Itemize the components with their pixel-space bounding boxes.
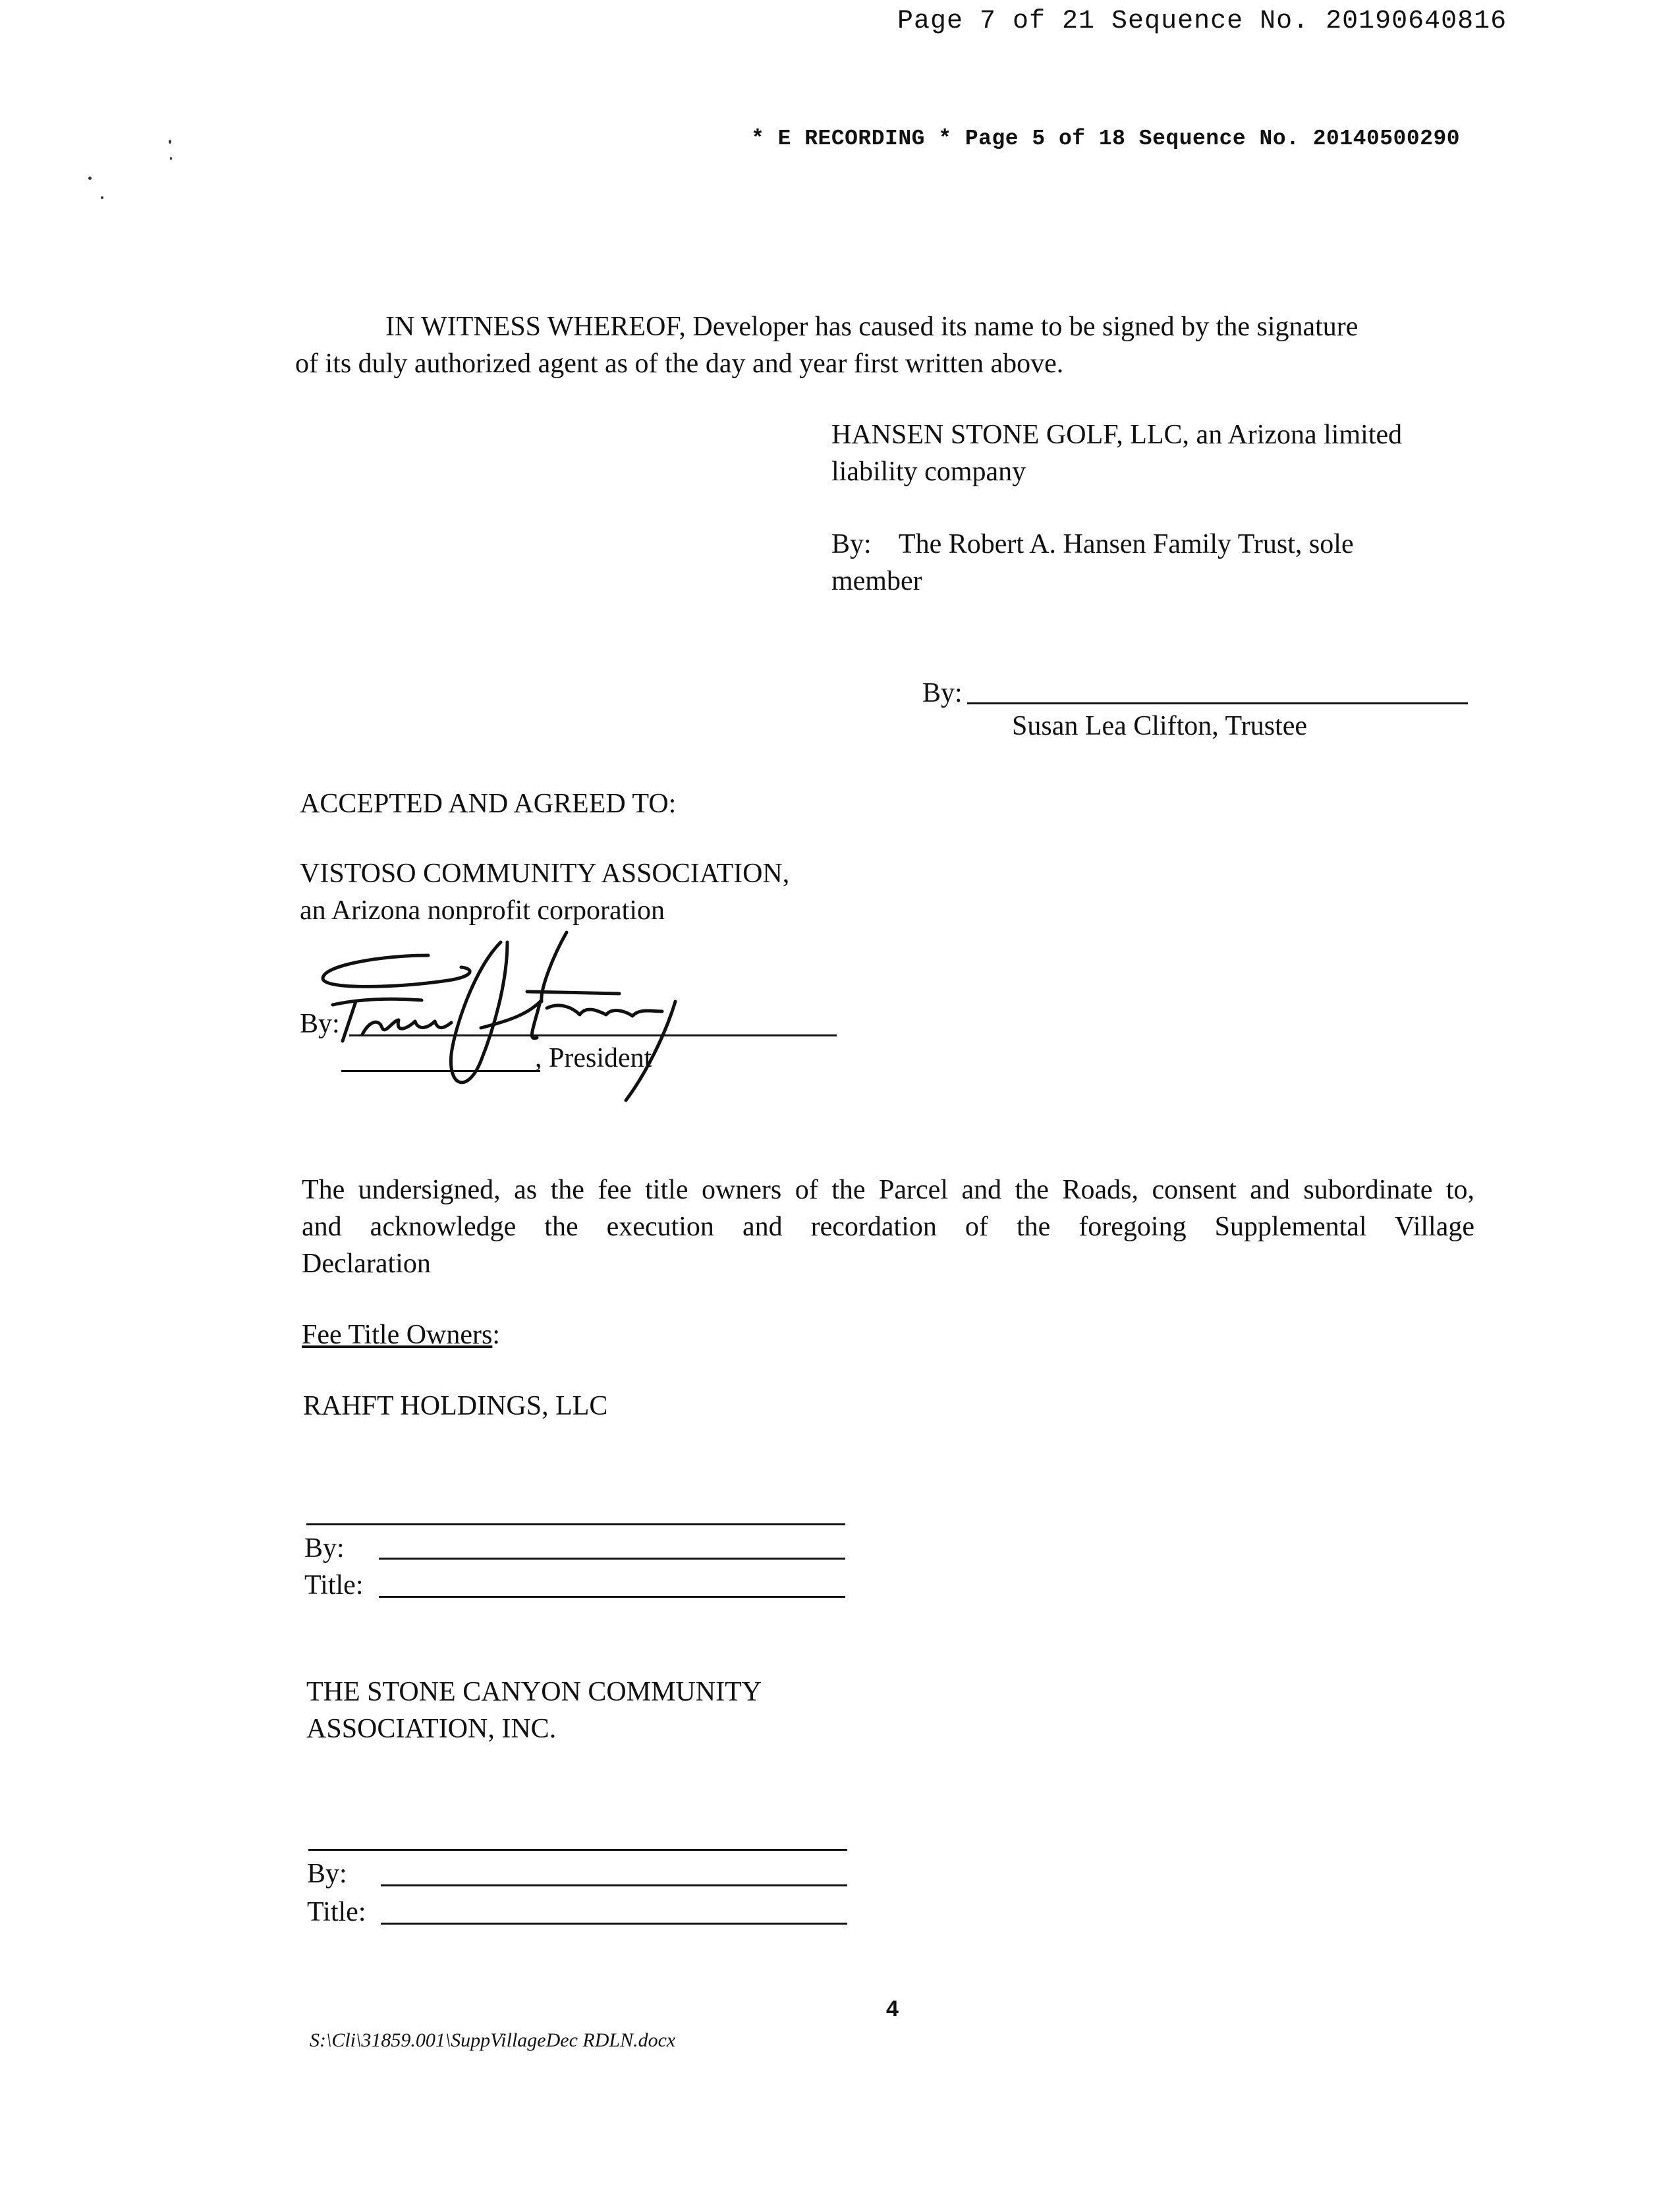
owner1-signature-line <box>306 1523 845 1525</box>
recording-sequence-header: Page 7 of 21 Sequence No. 20190640816 <box>897 7 1507 36</box>
consent-paragraph-line2: and acknowledge the execution and recordation of the foregoing Supplemental Village <box>302 1212 1474 1242</box>
developer-by-line1: By: The Robert A. Hansen Family Trust, sole <box>831 529 1354 559</box>
scan-speck <box>169 140 171 144</box>
fee-title-owners-heading <box>302 1316 500 1353</box>
owner2-signature-line <box>308 1849 847 1851</box>
witness-clause-line1: IN WITNESS WHEREOF, Developer has caused its name to be signed by the signature <box>385 312 1358 342</box>
owner2-name-line1: THE STONE CANYON COMMUNITY <box>306 1677 762 1707</box>
consent-paragraph-line1: The undersigned, as the fee title owners of the Parcel and the Roads, consent and subordinate to, <box>302 1175 1474 1205</box>
association-name-line2: an Arizona nonprofit corporation <box>300 895 665 926</box>
owner1-by-label: By: <box>304 1533 345 1564</box>
developer-by-line2: member <box>831 566 922 596</box>
owner2-by-label: By: <box>307 1859 347 1889</box>
scan-speck <box>88 177 92 180</box>
owner1-name: RAHFT HOLDINGS, LLC <box>303 1391 608 1421</box>
consent-paragraph-line3: Declaration <box>302 1249 431 1279</box>
owner2-title-line <box>381 1923 847 1925</box>
association-title: , President <box>535 1043 652 1073</box>
association-name-line1: VISTOSO COMMUNITY ASSOCIATION, <box>300 859 790 889</box>
file-path-footer: S:\Cli\31859.001\SuppVillageDec RDLN.docx <box>310 2029 676 2051</box>
owner1-by-line <box>379 1558 845 1560</box>
owner2-title-label: Title: <box>307 1897 366 1927</box>
developer-name-line1: HANSEN STONE GOLF, LLC, an Arizona limited <box>831 420 1403 450</box>
handwritten-signature <box>310 929 718 1120</box>
owner2-name-line2: ASSOCIATION, INC. <box>306 1714 557 1744</box>
developer-name-line2: liability company <box>831 457 1026 487</box>
owner1-title-label: Title: <box>304 1570 364 1600</box>
owner2-by-line <box>381 1884 847 1886</box>
developer-signature-by-label: By: <box>922 678 963 708</box>
developer-signer-name: Susan Lea Clifton, Trustee <box>1012 711 1307 741</box>
scan-speck <box>170 157 172 160</box>
fee-title-owners-colon: : <box>492 1320 501 1350</box>
fee-title-owners-label: Fee Title Owners <box>302 1320 493 1350</box>
accepted-heading: ACCEPTED AND AGREED TO: <box>300 789 677 819</box>
developer-signature-line <box>967 702 1468 704</box>
association-by-label: By: <box>300 1009 340 1039</box>
scan-speck <box>101 196 103 199</box>
e-recording-header: * E RECORDING * Page 5 of 18 Sequence No. 20140500290 <box>751 127 1461 151</box>
witness-clause-line2: of its duly authorized agent as of the day and year first written above. <box>295 349 1064 379</box>
page-number: 4 <box>886 1996 899 2021</box>
owner1-title-line <box>379 1596 845 1598</box>
